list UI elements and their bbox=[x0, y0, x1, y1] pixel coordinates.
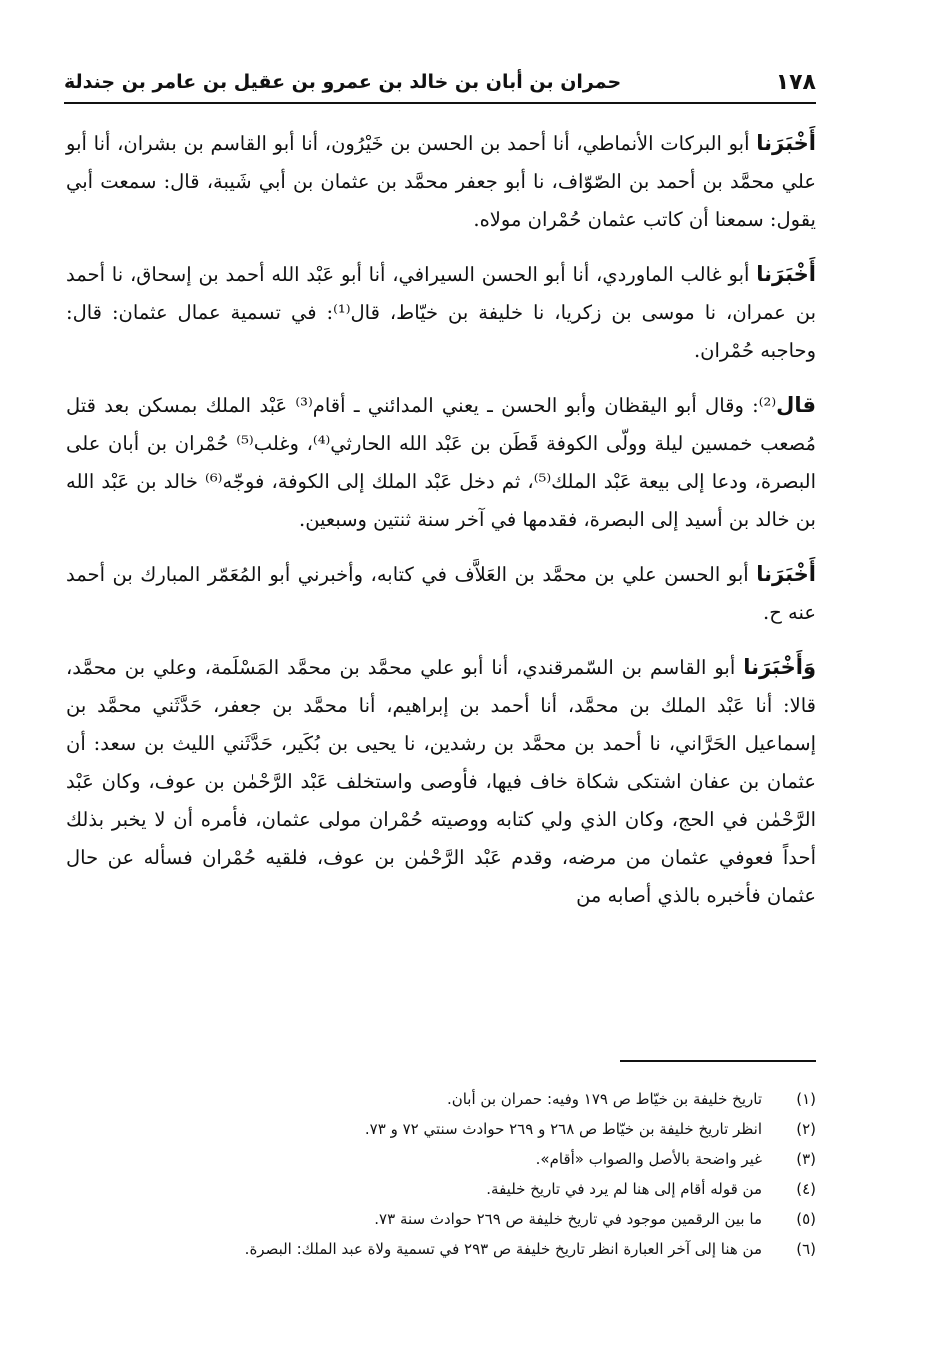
page-number: ١٧٨ bbox=[775, 69, 816, 95]
footnote-number: (١) bbox=[796, 1090, 816, 1108]
footnote-number: (٦) bbox=[796, 1240, 816, 1258]
footnote-number: (٥) bbox=[796, 1210, 816, 1228]
paragraph bbox=[66, 255, 816, 370]
footnote-number: (٢) bbox=[796, 1120, 816, 1138]
footnote bbox=[66, 1084, 816, 1114]
paragraph-lead: قال bbox=[776, 393, 816, 417]
footnote bbox=[66, 1234, 816, 1264]
footnote-text: غير واضحة بالأصل والصواب «أقام». bbox=[535, 1150, 762, 1168]
paragraph bbox=[66, 124, 816, 239]
footnotes bbox=[66, 1084, 816, 1264]
footnote bbox=[66, 1144, 816, 1174]
footnote-number: (٤) bbox=[796, 1180, 816, 1198]
footnote-text: من قوله أقام إلى هنا لم يرد في تاريخ خليفة. bbox=[486, 1180, 762, 1198]
footnote bbox=[66, 1204, 816, 1234]
footnote bbox=[66, 1114, 816, 1144]
footnote bbox=[66, 1174, 816, 1204]
paragraph-text: أبو غالب الماوردي، أنا أبو الحسن السيرافي، أنا أبو عَبْد الله أحمد بن إسحاق، نا أحمد بن عمران، نا موسى بن زكريا، نا خليفة بن خيّاط، قال⁽¹⁾: في تسمية عمال عثمان: قال: وحاجبه حُمْران. bbox=[66, 263, 816, 362]
paragraph-text: أبو الحسن علي بن محمَّد بن العَلاَّف في كتابه، وأخبرني أبو المُعَمّر المبارك بن أحمد عنه ح. bbox=[66, 563, 816, 624]
paragraph-text: أبو القاسم بن السّمرقندي، أنا أبو علي محمَّد بن محمَّد المَسْلَمة، وعلي بن محمَّد، قالا: أنا عَبْد الملك بن محمَّد، أنا أحمد بن إبراهيم، أنا محمَّد بن جعفر، حَدَّثَني محمَّد بن إسماعيل الحَرَّاني، نا أحمد بن محمَّد بن رشدين، نا يحيى بن بُكَير، حَدَّثَني الليث بن سعد: أن عثمان بن عفان اشتكى شكاة خاف فيها، فأوصى واستخلف عَبْد الرَّحْمٰن بن عوف، وكان عَبْد الرَّحْمٰن في الحج، وكان الذي ولي كتابه ووصيته حُمْران مولى عثمان، فأمره أن لا يخبر بذلك أحداً فعوفي عثمان من مرضه، وقدم عَبْد الرَّحْمٰن بن عوف، فلقيه حُمْران فسأله عن حال عثمان فأخبره بالذي أصابه من bbox=[66, 656, 816, 907]
paragraph bbox=[66, 555, 816, 632]
footnote-separator bbox=[620, 1060, 816, 1062]
footnote-text: انظر تاريخ خليفة بن خيّاط ص ٢٦٨ و ٢٦٩ حوادث سنتي ٧٢ و ٧٣. bbox=[364, 1120, 762, 1138]
footnote-text: تاريخ خليفة بن خيّاط ص ١٧٩ وفيه: حمران بن أبان. bbox=[446, 1090, 762, 1108]
footnote-text: من هنا إلى آخر العبارة انظر تاريخ خليفة ص ٢٩٣ في تسمية ولاة عبد الملك: البصرة. bbox=[244, 1240, 762, 1258]
footnote-text: ما بين الرقمين موجود في تاريخ خليفة ص ٢٦٩ حوادث سنة ٧٣. bbox=[374, 1210, 762, 1228]
paragraph-lead: وَأَخْبَرَنا bbox=[743, 655, 816, 679]
paragraph-text: ⁽²⁾: وقال أبو اليقظان وأبو الحسن ـ يعني المدائني ـ أقام⁽³⁾ عَبْد الملك بمسكن بعد قتل مُصعب خمسين ليلة وولّى الكوفة قَطَن بن عَبْد الله الحارثي⁽⁴⁾، وغلب⁽⁵⁾ حُمْران بن أبان على البصرة، ودعا إلى بيعة عَبْد الملك⁽⁵⁾، ثم دخل عَبْد الملك إلى الكوفة، فوجّه⁽⁶⁾ خالد بن عَبْد الله بن خالد بن أسيد إلى البصرة، فقدمها في آخر سنة ثنتين وسبعين. bbox=[66, 394, 816, 531]
paragraph bbox=[66, 648, 816, 915]
paragraph-lead: أَخْبَرَنا bbox=[756, 262, 816, 286]
main-text bbox=[66, 124, 816, 931]
running-title: حمران بن أبان بن خالد بن عمرو بن عقيل بن عامر بن جندلة bbox=[64, 71, 622, 93]
footnote-number: (٣) bbox=[796, 1150, 816, 1168]
page-header bbox=[64, 62, 816, 104]
paragraph-text: أبو البركات الأنماطي، أنا أحمد بن الحسن بن خَيْرُون، أنا أبو القاسم بن بشران، أنا أبو علي محمَّد بن أحمد بن الصّوّاف، نا أبو جعفر محمَّد بن عثمان بن أبي شَيبة، قال: سمعت أبي يقول: سمعنا أن كاتب عثمان حُمْران مولاه. bbox=[66, 132, 816, 231]
paragraph bbox=[66, 386, 816, 539]
paragraph-lead: أَخْبَرَنا bbox=[756, 562, 816, 586]
paragraph-lead: أَخْبَرَنا bbox=[756, 131, 816, 155]
